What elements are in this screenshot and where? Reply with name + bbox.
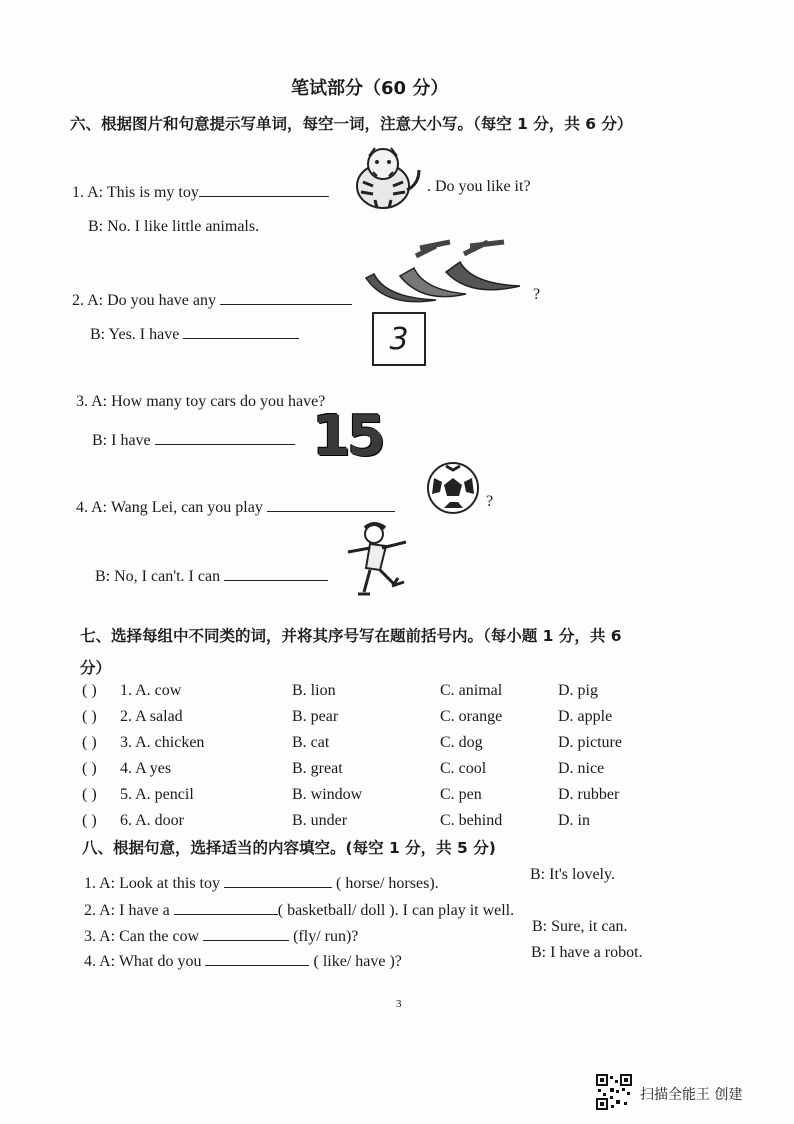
s7-row-paren[interactable]: ( ) xyxy=(82,734,97,751)
page-title: 笔试部分（60 分） xyxy=(291,78,449,99)
s8-q3-a-text: 3. A: Can the cow xyxy=(84,928,200,945)
s6-q2-blank-b[interactable] xyxy=(183,324,299,339)
s7-row-d: D. picture xyxy=(558,734,622,751)
s8-q4-a xyxy=(84,951,402,971)
section6-heading: 六、根据图片和句意提示写单词，每空一词，注意大小写。（每空 1 分，共 6 分） xyxy=(70,115,633,133)
s8-q4-b: B: I have a robot. xyxy=(531,944,643,961)
s7-row-d: D. nice xyxy=(558,760,605,777)
s8-q2-a xyxy=(84,900,514,920)
s6-q3-b xyxy=(92,430,295,450)
s7-row-a: 2. A salad xyxy=(120,708,183,725)
s7-row-paren[interactable]: ( ) xyxy=(82,708,97,725)
s7-row-c: C. dog xyxy=(440,734,483,751)
s8-q1-b: B: It's lovely. xyxy=(530,866,615,883)
s6-q2-tail: ? xyxy=(533,286,541,303)
s7-row xyxy=(82,734,682,760)
s6-q1-a-text: 1. A: This is my toy xyxy=(72,184,199,201)
s7-row-a: 5. A. pencil xyxy=(120,786,194,803)
s8-q4-tail: ( like/ have )? xyxy=(313,953,402,970)
s8-q1-blank[interactable] xyxy=(224,873,332,888)
s8-q2-tail: ( basketball/ doll ). I can play it well. xyxy=(277,902,515,919)
section7-heading-line2: 分） xyxy=(80,659,112,677)
s7-row xyxy=(82,812,682,838)
s7-row xyxy=(82,760,682,786)
s8-q4-a-text: 4. A: What do you xyxy=(84,953,202,970)
s7-row-a: 1. A. cow xyxy=(120,682,182,699)
tiger-icon xyxy=(345,142,425,214)
s7-row-b: B. under xyxy=(292,812,348,829)
s6-q2-b-text: B: Yes. I have xyxy=(90,326,180,343)
s7-row-b: B. lion xyxy=(292,682,336,699)
s7-row-a: 6. A. door xyxy=(120,812,184,829)
s6-q4-blank-a[interactable] xyxy=(267,497,395,512)
bananas-icon xyxy=(360,238,528,306)
s7-row-b: B. great xyxy=(292,760,343,777)
skater-icon xyxy=(344,520,416,600)
s7-row-c: C. behind xyxy=(440,812,503,829)
s7-row-a: 3. A. chicken xyxy=(120,734,205,751)
s6-q1-a xyxy=(72,182,329,202)
s6-q3-a: 3. A: How many toy cars do you have? xyxy=(76,393,326,410)
s6-q1-b: B: No. I like little animals. xyxy=(88,218,260,235)
section8-heading: 八、根据句意，选择适当的内容填空。(每空 1 分，共 5 分) xyxy=(82,839,496,857)
s6-q1-tail: . Do you like it? xyxy=(427,178,531,195)
s6-q4-a xyxy=(76,497,395,517)
s6-q4-b xyxy=(95,566,328,586)
qr-code-icon xyxy=(596,1074,632,1110)
s6-q2-b xyxy=(90,324,299,344)
s7-row-b: B. cat xyxy=(292,734,330,751)
s7-row-paren[interactable]: ( ) xyxy=(82,812,97,829)
number-box: 3 xyxy=(372,312,426,366)
s7-row-b: B. pear xyxy=(292,708,339,725)
s8-q3-a xyxy=(84,926,358,946)
s8-q2-blank[interactable] xyxy=(174,900,278,915)
football-icon xyxy=(426,460,480,516)
s7-row-c: C. orange xyxy=(440,708,503,725)
section7-heading-line1: 七、选择每组中不同类的词，并将其序号写在题前括号内。（每小题 1 分，共 6 xyxy=(80,627,622,645)
page-number: 3 xyxy=(396,998,402,1010)
s7-row-c: C. pen xyxy=(440,786,482,803)
s7-row-d: D. rubber xyxy=(558,786,620,803)
s7-row-d: D. pig xyxy=(558,682,598,699)
s7-row-a: 4. A yes xyxy=(120,760,172,777)
s6-q4-a-text: 4. A: Wang Lei, can you play xyxy=(76,499,263,516)
s6-q1-blank[interactable] xyxy=(199,182,329,197)
s7-row xyxy=(82,708,682,734)
s7-row-b: B. window xyxy=(292,786,363,803)
s6-q4-blank-b[interactable] xyxy=(224,566,328,581)
s6-q3-blank[interactable] xyxy=(155,430,295,445)
s7-row-d: D. apple xyxy=(558,708,613,725)
footer-text: 扫描全能王 创建 xyxy=(640,1087,743,1103)
s8-q3-tail: (fly/ run)? xyxy=(293,928,359,945)
s7-row-c: C. animal xyxy=(440,682,503,699)
s8-q3-b: B: Sure, it can. xyxy=(532,918,628,935)
section7-rows xyxy=(82,682,682,838)
s8-q1-a-text: 1. A: Look at this toy xyxy=(84,875,220,892)
s7-row-paren[interactable]: ( ) xyxy=(82,786,97,803)
s7-row-paren[interactable]: ( ) xyxy=(82,760,97,777)
s8-q4-blank[interactable] xyxy=(205,951,309,966)
s7-row xyxy=(82,786,682,812)
s8-q3-blank[interactable] xyxy=(203,926,289,941)
s8-q1-a xyxy=(84,873,439,893)
s6-q2-a xyxy=(72,290,352,310)
s8-q2-a-text: 2. A: I have a xyxy=(84,902,170,919)
s7-row xyxy=(82,682,682,708)
s8-q1-tail: ( horse/ horses). xyxy=(336,875,439,892)
s7-row-c: C. cool xyxy=(440,760,487,777)
s6-q4-tail: ? xyxy=(486,493,494,510)
s7-row-d: D. in xyxy=(558,812,590,829)
s6-q4-b-text: B: No, I can't. I can xyxy=(95,568,221,585)
s6-q2-blank-a[interactable] xyxy=(220,290,352,305)
s6-q3-b-text: B: I have xyxy=(92,432,151,449)
s6-q2-a-text: 2. A: Do you have any xyxy=(72,292,216,309)
number-fifteen: 15 xyxy=(312,404,382,469)
s7-row-paren[interactable]: ( ) xyxy=(82,682,97,699)
